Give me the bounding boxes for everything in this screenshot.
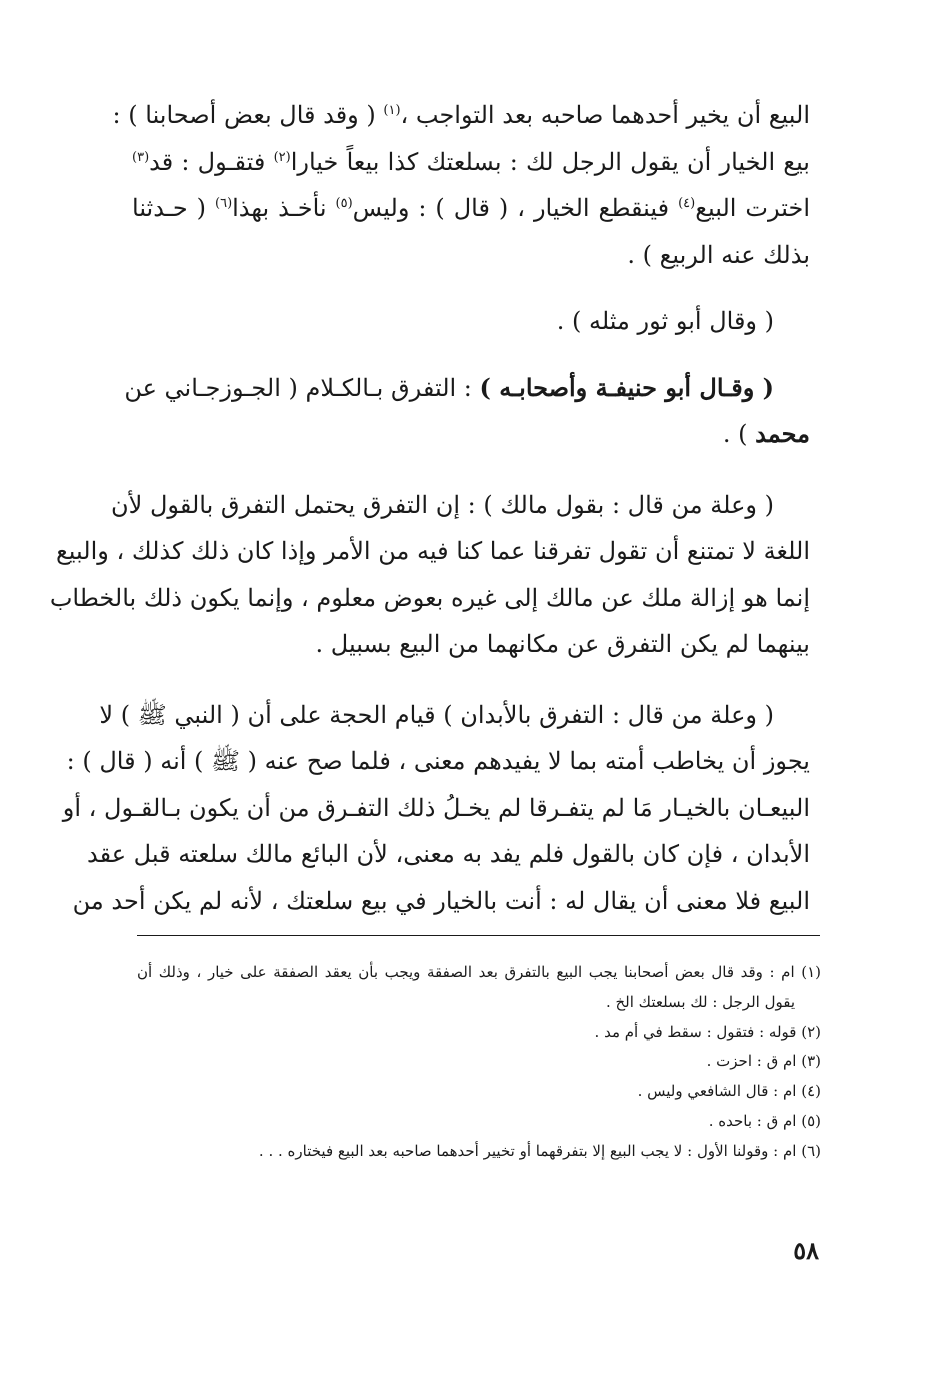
text-line: اخترت البيع$^{(٤)}$ فينقطع الخيار ، ( قال ) : وليس$^{(٥)}$ نأخـذ بهذا$^{(٦)}$ ( حـدثنا xyxy=(132,194,811,222)
text-line: محمد ) . xyxy=(722,419,810,448)
footnote-marker[interactable]: (٢) xyxy=(273,149,291,165)
footnote-divider xyxy=(137,935,820,936)
footnote-1: (١) ام : وقد قال بعض أصحابنا يجب البيع بالتفرق بعد الصفقة ويجب بأن يعقد الصفقة على خيار ، وذلك أن xyxy=(137,963,821,981)
footnote-marker[interactable]: (١) xyxy=(383,103,401,118)
footnote-1-continuation: يقول الرجل : لك بسلعتك الخ . xyxy=(605,992,795,1011)
footnote-2: (٢) قوله : فتقول : سقط في أم مد . xyxy=(594,1022,821,1041)
text-line: البيعـان بالخيـار مَا لم يتفـرقا لم يخـلُ ذلك التفـرق من أن يكون بـالقـول ، أو xyxy=(62,793,810,822)
text-line: بيع الخيار أن يقول الرجل لك : بسلعتك كذا بيعاً خيارا$^{(٢)}$ فتقـول : قد$^{(٣)}$ xyxy=(132,147,810,176)
footnote-3: (٣) ام ق : احزت . xyxy=(706,1052,821,1071)
text-line: ( وقال أبو ثور مثله ) . xyxy=(556,307,774,335)
text-line: ( وقـال أبو حنيفـة وأصحابـه ) : التفرق بـالكـلام ( الجـوزجـاني عن xyxy=(124,372,774,402)
page-number: ٥٨ xyxy=(793,1236,819,1265)
footnote-5: (٥) ام ق : باحده . xyxy=(708,1111,821,1130)
text-line: يجوز أن يخاطب أمته بما لا يفيدهم معنى ، فلما صح عنه ( ﷺ ) أنه ( قال ) : xyxy=(66,747,810,775)
text-line: البيع أن يخير أحدهما صاحبه بعد التواجب ،$^{(١)}$ ( وقد قال بعض أصحابنا ) : xyxy=(112,101,810,129)
footnote-marker[interactable]: (٦) xyxy=(215,196,233,211)
text-line: ( وعلة من قال : التفرق بالأبدان ) قيام الحجة على أن ( النبي ﷺ ) لا xyxy=(99,700,774,729)
text-line: ( وعلة من قال : بقول مالك ) : إن التفرق يحتمل التفرق بالقول لأن xyxy=(111,490,774,519)
text-line: إنما هو إزالة ملك عن مالك إلى غيره بعوض معلوم ، وإنما يكون ذلك بالخطاب xyxy=(49,583,810,612)
text-line: البيع فلا معنى أن يقال له : أنت بالخيار في بيع سلعتك ، لأنه لم يكن أحد من xyxy=(72,886,810,915)
footnotes xyxy=(137,958,821,1167)
footnote-marker[interactable]: (٤) xyxy=(678,196,696,211)
text-line: بذلك عنه الربيع ) . xyxy=(627,240,810,269)
footnote-6: (٦) ام : وقولنا الأول : لا يجب البيع إلا بتفرقهما أو تخيير أحدهما صاحبه بعد البيع فيختاره . . . xyxy=(258,1141,821,1160)
text-line: الأبدان ، فإن كان بالقول فلم يفد به معنى، لأن البائع مالك سلعته قبل عقد xyxy=(86,840,810,868)
bold-heading: ( وقـال أبو حنيفـة وأصحابـه ) xyxy=(479,372,774,402)
text-line: اللغة لا تمتنع أن تقول تفرقنا عما كنا فيه من الأمر وإذا كان ذلك كذلك ، والبيع xyxy=(56,537,810,565)
footnote-marker[interactable]: (٣) xyxy=(132,149,150,165)
main-text xyxy=(49,92,811,924)
footnote-4: (٤) ام : قال الشافعي وليس . xyxy=(637,1082,821,1101)
text-line: بينهما لم يكن التفرق عن مكانهما من البيع بسبيل . xyxy=(315,630,810,658)
footnote-marker[interactable]: (٥) xyxy=(335,196,353,211)
bold-name: محمد xyxy=(755,419,810,448)
